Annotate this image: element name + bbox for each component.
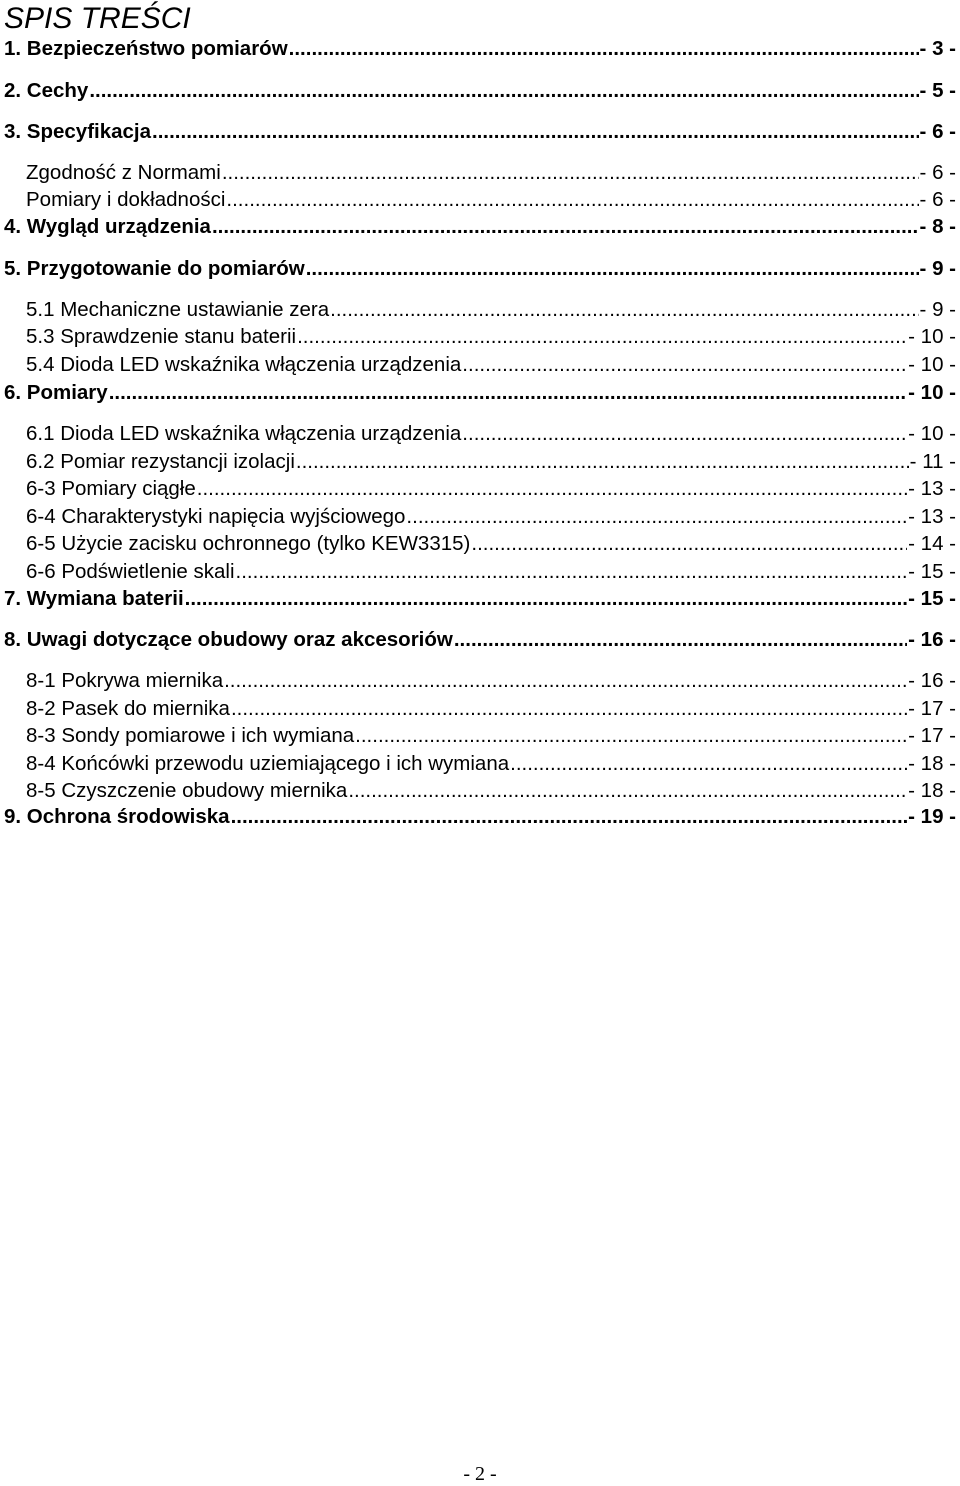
toc-leader-dots (297, 324, 907, 350)
toc-entry-text: 9. Ochrona środowiska (4, 805, 230, 828)
toc-entry-text: 5.3 Sprawdzenie stanu baterii (26, 325, 297, 348)
toc-entry[interactable] (26, 723, 956, 749)
toc-leader-dots (231, 696, 907, 722)
toc-entry-page: - 10 - (908, 353, 956, 376)
toc-entry-page: - 11 - (909, 450, 956, 473)
toc-entry-page: - 17 - (908, 724, 956, 747)
toc-entry[interactable] (26, 421, 956, 447)
toc-leader-dots (224, 668, 907, 694)
toc-entry[interactable] (4, 36, 956, 62)
toc-entry-page: - 18 - (908, 779, 956, 802)
toc-leader-dots (231, 804, 908, 830)
toc-leader-dots (289, 36, 919, 62)
toc-leader-dots (89, 78, 918, 104)
toc-entry-page: - 6 - (919, 188, 956, 211)
toc-entry-page: - 14 - (908, 532, 956, 555)
toc-entry[interactable] (26, 504, 956, 530)
toc-entry-page: - 9 - (919, 257, 956, 280)
toc-entry[interactable] (26, 297, 956, 323)
toc-entry[interactable] (26, 778, 956, 804)
toc-leader-dots (462, 352, 907, 378)
toc-leader-dots (306, 256, 919, 282)
toc-leader-dots (296, 449, 909, 475)
toc-entry-page: - 13 - (908, 477, 956, 500)
toc-entry-text: 5. Przygotowanie do pomiarów (4, 257, 305, 280)
toc-entry-text: 1. Bezpieczeństwo pomiarów (4, 37, 288, 60)
toc-entry[interactable] (26, 352, 956, 378)
toc-entry-page: - 15 - (908, 587, 956, 610)
toc-entry-text: 8-2 Pasek do miernika (26, 697, 230, 720)
toc-entry-page: - 8 - (919, 215, 956, 238)
toc-entry-page: - 16 - (908, 628, 956, 651)
page-number: - 2 - (463, 1463, 497, 1485)
toc-entry-text: 8-4 Końcówki przewodu uziemiającego i ich wymiana (26, 752, 510, 775)
toc-entry-text: 6-4 Charakterystyki napięcia wyjściowego (26, 505, 406, 528)
toc-entry-text: 5.4 Dioda LED wskaźnika włączenia urządzenia (26, 353, 462, 376)
toc-entry-page: - 10 - (908, 325, 956, 348)
toc-entry[interactable] (26, 696, 956, 722)
toc-entry-page: - 6 - (919, 161, 956, 184)
toc-entry[interactable] (26, 449, 956, 475)
toc-entry[interactable] (26, 668, 956, 694)
toc-entry-text: 3. Specyfikacja (4, 120, 152, 143)
toc-entry[interactable] (4, 627, 956, 653)
toc-leader-dots (212, 214, 919, 240)
toc-title: SPIS TREŚCI (4, 2, 191, 35)
toc-entry-text: 6-3 Pomiary ciągłe (26, 477, 196, 500)
toc-leader-dots (226, 187, 918, 213)
toc-leader-dots (222, 160, 919, 186)
toc-entry-text: 6-6 Podświetlenie skali (26, 560, 235, 583)
toc-entry-text: 6.1 Dioda LED wskaźnika włączenia urządzenia (26, 422, 462, 445)
toc-entry[interactable] (26, 476, 956, 502)
toc-leader-dots (330, 297, 918, 323)
toc-leader-dots (462, 421, 907, 447)
toc-leader-dots (355, 723, 907, 749)
toc-entry-text: 6. Pomiary (4, 381, 108, 404)
toc-entry[interactable] (4, 256, 956, 282)
toc-entry-page: - 17 - (908, 697, 956, 720)
toc-entry[interactable] (4, 214, 956, 240)
toc-leader-dots (185, 586, 908, 612)
toc-entry-text: 2. Cechy (4, 79, 89, 102)
toc-leader-dots (197, 476, 907, 502)
toc-entry[interactable] (26, 324, 956, 350)
toc-leader-dots (109, 380, 907, 406)
toc-entry-page: - 10 - (908, 381, 956, 404)
toc-entry[interactable] (4, 586, 956, 612)
toc-entry-text: 8-1 Pokrywa miernika (26, 669, 224, 692)
toc-entry[interactable] (26, 751, 956, 777)
toc-leader-dots (454, 627, 907, 653)
toc-entry-text: 7. Wymiana baterii (4, 587, 184, 610)
toc-entry-text: 8-3 Sondy pomiarowe i ich wymiana (26, 724, 355, 747)
toc-entry-page: - 16 - (908, 669, 956, 692)
toc-entry[interactable] (26, 160, 956, 186)
toc-leader-dots (348, 778, 907, 804)
toc-entry[interactable] (4, 804, 956, 830)
toc-entry-text: 8-5 Czyszczenie obudowy miernika (26, 779, 348, 802)
toc-entry-page: - 5 - (919, 79, 956, 102)
toc-entry-text: 6.2 Pomiar rezystancji izolacji (26, 450, 295, 473)
toc-entry[interactable] (26, 531, 956, 557)
toc-entry-page: - 15 - (908, 560, 956, 583)
toc-entry-page: - 9 - (919, 298, 956, 321)
toc-entry-text: Zgodność z Normami (26, 161, 221, 184)
toc-entry-page: - 6 - (919, 120, 956, 143)
toc-entry-text: 6-5 Użycie zacisku ochronnego (tylko KEW3315) (26, 532, 471, 555)
toc-leader-dots (471, 531, 907, 557)
toc-entry-page: - 19 - (908, 805, 956, 828)
toc-entry[interactable] (26, 187, 956, 213)
toc-leader-dots (406, 504, 907, 530)
toc-leader-dots (510, 751, 907, 777)
toc-leader-dots (152, 119, 919, 145)
toc-entry[interactable] (4, 119, 956, 145)
toc-entry[interactable] (26, 559, 956, 585)
toc-entry[interactable] (4, 78, 956, 104)
toc-entry-page: - 10 - (908, 422, 956, 445)
toc-entry-text: 4. Wygląd urządzenia (4, 215, 211, 238)
toc-entry-text: 5.1 Mechaniczne ustawianie zera (26, 298, 330, 321)
toc-entry-text: 8. Uwagi dotyczące obudowy oraz akcesoriów (4, 628, 453, 651)
toc-entry-text: Pomiary i dokładności (26, 188, 226, 211)
toc-leader-dots (236, 559, 908, 585)
toc-entry-page: - 18 - (908, 752, 956, 775)
toc-entry-page: - 13 - (908, 505, 956, 528)
toc-entry[interactable] (4, 380, 956, 406)
toc-entry-page: - 3 - (919, 37, 956, 60)
